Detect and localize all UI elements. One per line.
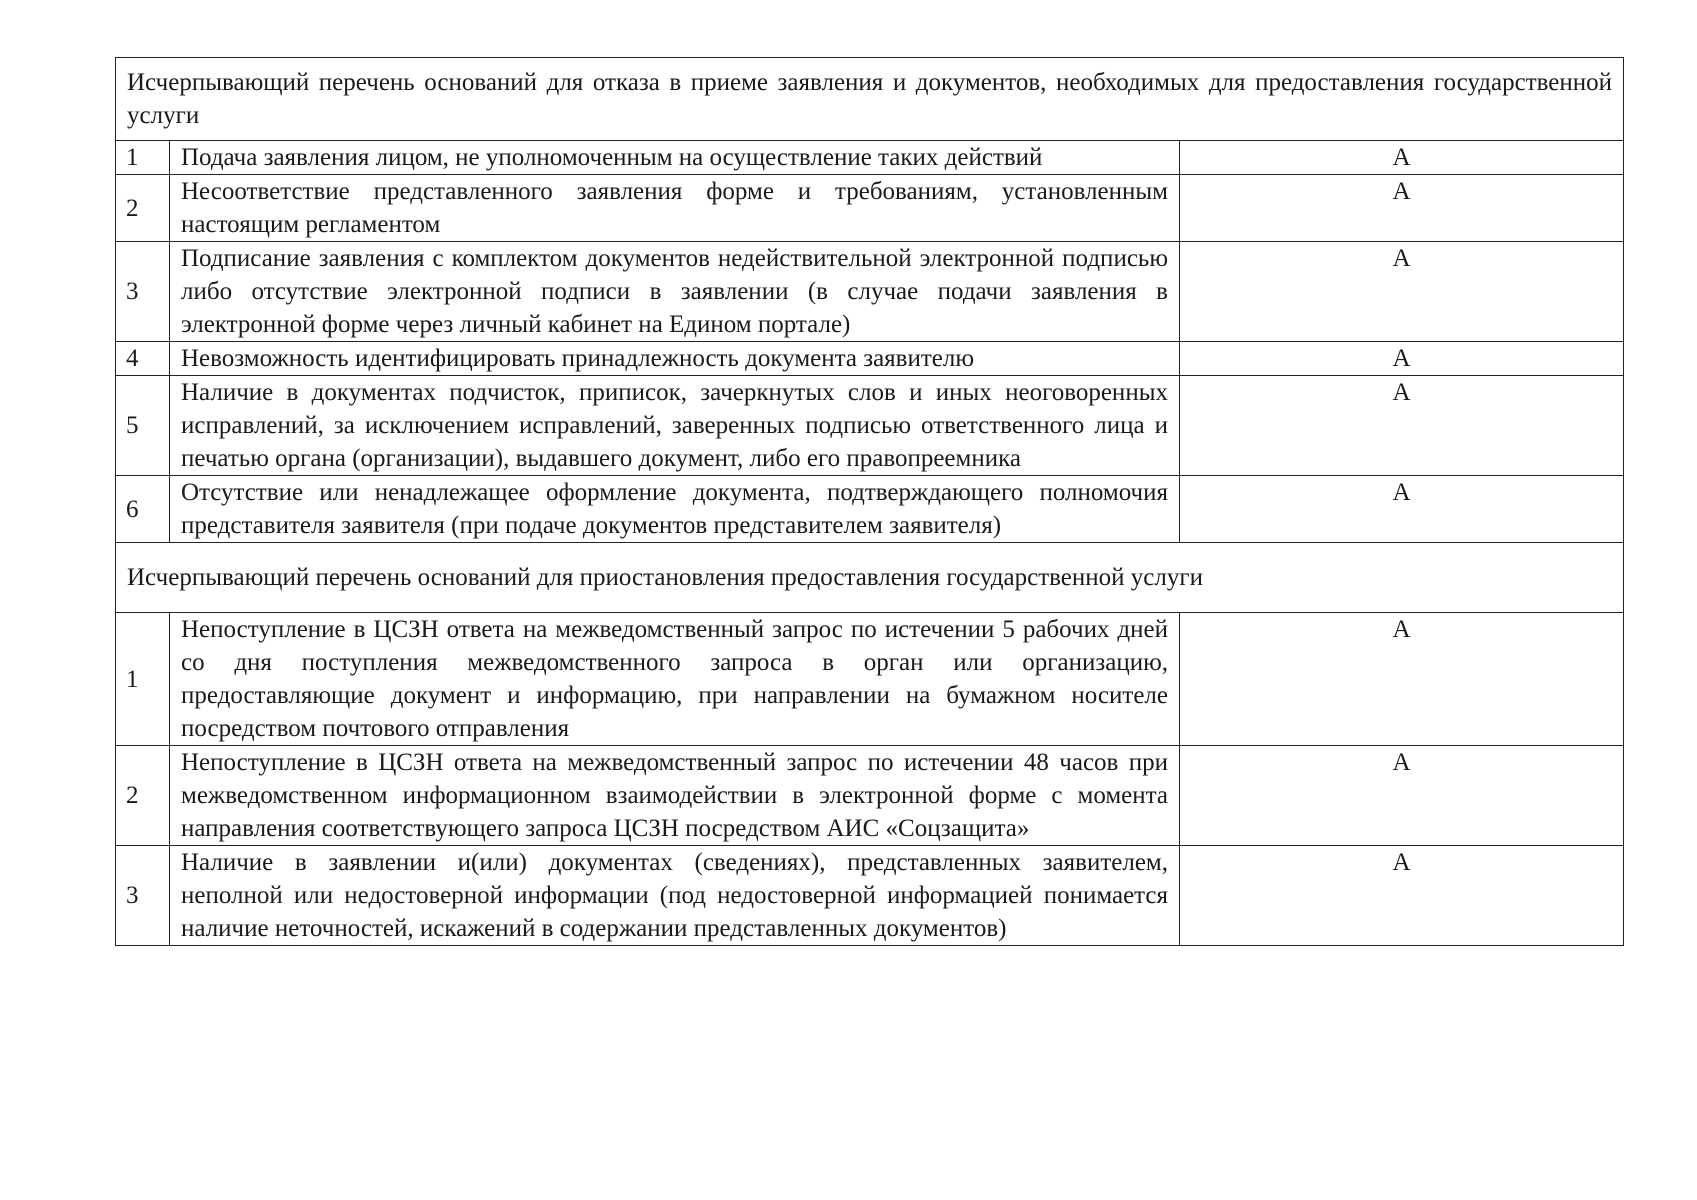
table-row bbox=[116, 242, 1624, 342]
section-header-refusal bbox=[116, 58, 1624, 141]
section-header-suspension bbox=[116, 543, 1624, 613]
row-text: Подписание заявления с комплектом документов недействительной электронной подписью либо отсутствие электронной подписи в заявлении (в случае подачи заявления в электронной форме через личный кабинет на Едином портале) bbox=[170, 242, 1180, 342]
grounds-table bbox=[115, 57, 1624, 946]
table-row bbox=[116, 746, 1624, 846]
row-mark: А bbox=[1180, 746, 1624, 846]
table-row bbox=[116, 342, 1624, 376]
row-mark: А bbox=[1180, 242, 1624, 342]
row-number: 2 bbox=[116, 175, 170, 242]
row-number: 1 bbox=[116, 613, 170, 746]
row-number: 1 bbox=[116, 141, 170, 175]
section-title: Исчерпывающий перечень оснований для отказа в приеме заявления и документов, необходимых для предоставления государственной услуги bbox=[116, 58, 1624, 141]
row-mark: А bbox=[1180, 846, 1624, 946]
row-text: Несоответствие представленного заявления форме и требованиям, установленным настоящим регламентом bbox=[170, 175, 1180, 242]
row-text: Непоступление в ЦСЗН ответа на межведомственный запрос по истечении 5 рабочих дней со дня поступления межведомственного запроса в орган или организацию, предоставляющие документ и информацию, при направлении на бумажном носителе посредством почтового отправления bbox=[170, 613, 1180, 746]
row-number: 2 bbox=[116, 746, 170, 846]
row-number: 5 bbox=[116, 376, 170, 476]
row-text: Наличие в документах подчисток, приписок, зачеркнутых слов и иных неоговоренных исправлений, за исключением исправлений, заверенных подписью ответственного лица и печатью органа (организации), выдавшего документ, либо его правопреемника bbox=[170, 376, 1180, 476]
row-text: Отсутствие или ненадлежащее оформление документа, подтверждающего полномочия представителя заявителя (при подаче документов представителем заявителя) bbox=[170, 476, 1180, 543]
row-text: Невозможность идентифицировать принадлежность документа заявителю bbox=[170, 342, 1180, 376]
row-text: Наличие в заявлении и(или) документах (сведениях), представленных заявителем, неполной или недостоверной информации (под недостоверной информацией понимается наличие неточностей, искажений в содержании представленных документов) bbox=[170, 846, 1180, 946]
row-mark: А bbox=[1180, 342, 1624, 376]
row-text: Непоступление в ЦСЗН ответа на межведомственный запрос по истечении 48 часов при межведомственном информационном взаимодействии в электронной форме с момента направления соответствующего запроса ЦСЗН посредством АИС «Соцзащита» bbox=[170, 746, 1180, 846]
table-row bbox=[116, 476, 1624, 543]
row-mark: А bbox=[1180, 175, 1624, 242]
row-mark: А bbox=[1180, 476, 1624, 543]
row-mark: А bbox=[1180, 141, 1624, 175]
row-text: Подача заявления лицом, не уполномоченным на осуществление таких действий bbox=[170, 141, 1180, 175]
table-row bbox=[116, 846, 1624, 946]
row-number: 3 bbox=[116, 846, 170, 946]
row-number: 6 bbox=[116, 476, 170, 543]
row-number: 3 bbox=[116, 242, 170, 342]
row-mark: А bbox=[1180, 376, 1624, 476]
row-number: 4 bbox=[116, 342, 170, 376]
table-row bbox=[116, 376, 1624, 476]
table-row bbox=[116, 141, 1624, 175]
section-title: Исчерпывающий перечень оснований для приостановления предоставления государственной услуги bbox=[116, 543, 1624, 613]
row-mark: А bbox=[1180, 613, 1624, 746]
table-row bbox=[116, 175, 1624, 242]
table-row bbox=[116, 613, 1624, 746]
